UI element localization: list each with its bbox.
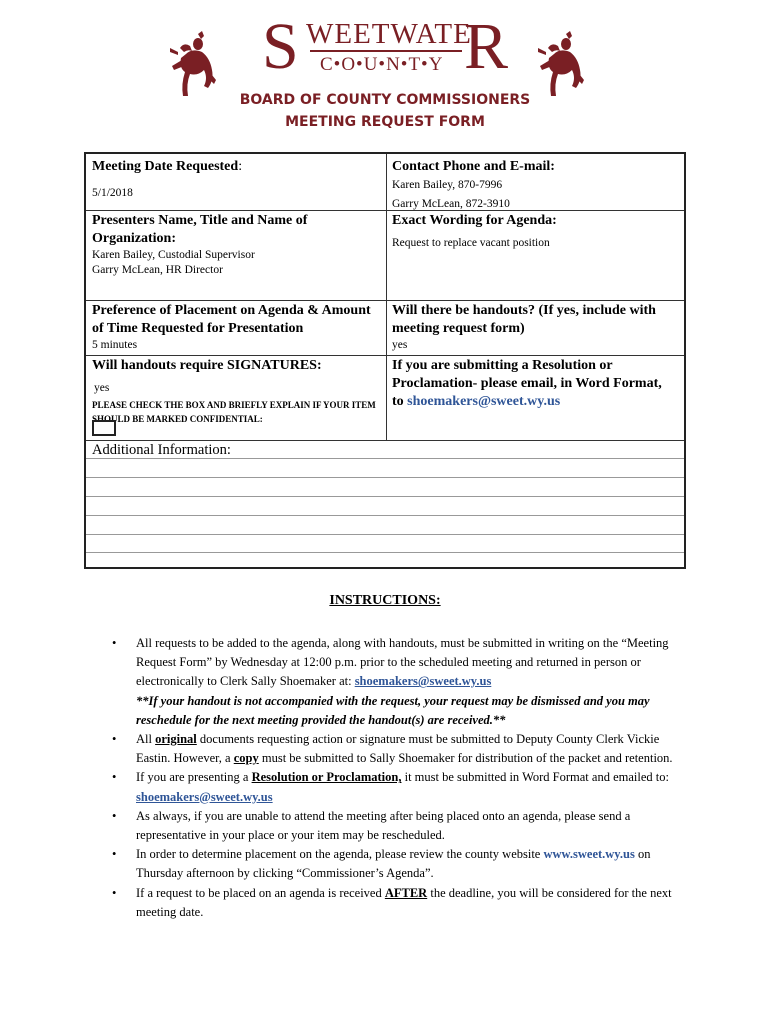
- instruction-5-pre: In order to determine placement on the agenda, please review the county website: [136, 847, 544, 862]
- placement-label: Preference of Placement on Agenda & Amount of Time Requested for Presentation: [92, 303, 371, 336]
- presenters-value-2: Garry McLean, HR Director: [92, 264, 223, 276]
- wording-value: Request to replace vacant position: [392, 237, 550, 249]
- instruction-1-email-link[interactable]: shoemakers@sweet.wy.us: [354, 674, 492, 689]
- presenters-cell[interactable]: [92, 212, 382, 278]
- instruction-6-after: AFTER: [384, 885, 428, 900]
- handouts-label: Will there be handouts? (If yes, include with meeting request form): [392, 303, 656, 336]
- instruction-3-resolution: Resolution or Proclamation,: [251, 770, 402, 785]
- resolution-cell: [392, 357, 672, 411]
- agenda-wording-cell[interactable]: [392, 212, 682, 251]
- confidential-note: PLEASE CHECK THE BOX AND BRIEFLY EXPLAIN IF YOUR ITEM SHOULD BE MARKED CONFIDENTIAL:: [92, 400, 376, 424]
- presenters-value-1: Karen Bailey, Custodial Supervisor: [92, 249, 255, 261]
- bullet-icon: •: [112, 808, 117, 823]
- instruction-2-post: must be submitted to Sally Shoemaker for distribution of the packet and retention.: [258, 751, 673, 766]
- logo-rule: [310, 50, 462, 52]
- instruction-1-text: All requests to be added to the agenda, along with handouts, must be submitted in writing on the “Meeting Request Form” by Wednesday at 12:00 p.m. prior to the scheduled meeting and returned in person or electronically to Clerk Sally Shoemaker at:: [136, 636, 669, 689]
- contact-cell[interactable]: [392, 158, 682, 212]
- instruction-2-pre: All: [136, 732, 156, 747]
- instruction-item: [112, 807, 682, 845]
- info-line: [86, 477, 684, 478]
- instruction-2-mid: documents requesting action or signature must be submitted to Deputy County Clerk Vickie Eastin. However, a: [136, 732, 660, 766]
- instruction-3-post: it must be submitted in Word Format and emailed to:: [401, 770, 669, 785]
- contact-value-1: Karen Bailey, 870-7996: [392, 179, 503, 191]
- instruction-item: [112, 768, 682, 806]
- instruction-4-text: As always, if you are unable to attend the meeting after being placed onto an agenda, please send a representative in your place or your item may be rescheduled.: [136, 808, 631, 843]
- meeting-date-colon: :: [238, 159, 243, 174]
- bullet-icon: •: [112, 636, 117, 650]
- bullet-icon: •: [112, 885, 117, 900]
- presenters-label: Presenters Name, Title and Name of Organization:: [92, 213, 308, 246]
- county-logo: [262, 10, 508, 83]
- info-line: [86, 515, 684, 516]
- instruction-item: [112, 845, 682, 883]
- meeting-request-form: [84, 152, 686, 569]
- logo-letter-s: S: [262, 10, 299, 83]
- instruction-item: [112, 730, 682, 768]
- column-divider: [386, 154, 387, 440]
- resolution-email-link[interactable]: shoemakers@sweet.wy.us: [407, 394, 561, 409]
- additional-info-label: Additional Information:: [92, 442, 231, 458]
- instruction-item: [112, 884, 682, 922]
- logo-weetwate: WEETWATE: [306, 18, 472, 50]
- contact-label: Contact Phone and E-mail:: [392, 159, 555, 174]
- placement-value: 5 minutes: [92, 339, 138, 351]
- bullet-icon: •: [112, 770, 117, 785]
- placement-cell[interactable]: [92, 302, 384, 353]
- resolution-text: If you are submitting a Resolution or Proclamation- please email, in Word Format, to: [392, 358, 662, 409]
- signatures-label: Will handouts require SIGNATURES:: [92, 358, 322, 373]
- row-divider: [86, 300, 684, 301]
- info-line: [86, 552, 684, 553]
- confidential-checkbox[interactable]: [92, 420, 116, 436]
- logo-county: C•O•U•N•T•Y: [320, 54, 444, 75]
- signatures-value: yes: [94, 382, 110, 394]
- bullet-icon: •: [112, 732, 117, 747]
- instructions-list: [112, 634, 682, 922]
- form-title: MEETING REQUEST FORM: [285, 114, 485, 130]
- info-line: [86, 534, 684, 535]
- row-divider: [86, 210, 385, 211]
- instruction-6-pre: If a request to be placed on an agenda is received: [136, 885, 385, 900]
- instruction-3-pre: If you are presenting a: [136, 770, 252, 785]
- additional-info-cell[interactable]: [92, 441, 682, 459]
- signatures-cell[interactable]: [92, 357, 384, 426]
- meeting-date-label: Meeting Date Requested: [92, 159, 239, 174]
- bullet-icon: •: [112, 847, 117, 862]
- contact-value-2: Garry McLean, 872-3910: [392, 198, 510, 210]
- instruction-5-post: on Thursday afternoon by clicking “Commissioner’s Agenda”.: [136, 847, 651, 881]
- wording-label: Exact Wording for Agenda:: [392, 213, 557, 228]
- instruction-2-original: original: [155, 732, 197, 747]
- instruction-3-email-link[interactable]: shoemakers@sweet.wy.us: [136, 789, 273, 804]
- info-line: [86, 496, 684, 497]
- instruction-2-copy: copy: [233, 751, 259, 766]
- instruction-item: [112, 634, 682, 730]
- handouts-cell[interactable]: [392, 302, 682, 353]
- logo-letter-r: R: [463, 10, 508, 83]
- instruction-6-post: the deadline, you will be considered for the next meeting date.: [136, 885, 672, 919]
- instruction-1-note: **If your handout is not accompanied with the request, your request may be dismissed and you may reschedule for the next meeting provided the handout(s) are received.**: [136, 693, 650, 727]
- board-title: BOARD OF COUNTY COMMISSIONERS: [239, 92, 531, 108]
- instructions-title: INSTRUCTIONS:: [329, 593, 441, 608]
- county-website-link[interactable]: www.sweet.wy.us: [543, 847, 635, 862]
- meeting-date-cell[interactable]: [92, 158, 382, 201]
- row-divider: [86, 355, 684, 356]
- handouts-value: yes: [392, 339, 408, 351]
- meeting-date-value: 5/1/2018: [92, 187, 133, 199]
